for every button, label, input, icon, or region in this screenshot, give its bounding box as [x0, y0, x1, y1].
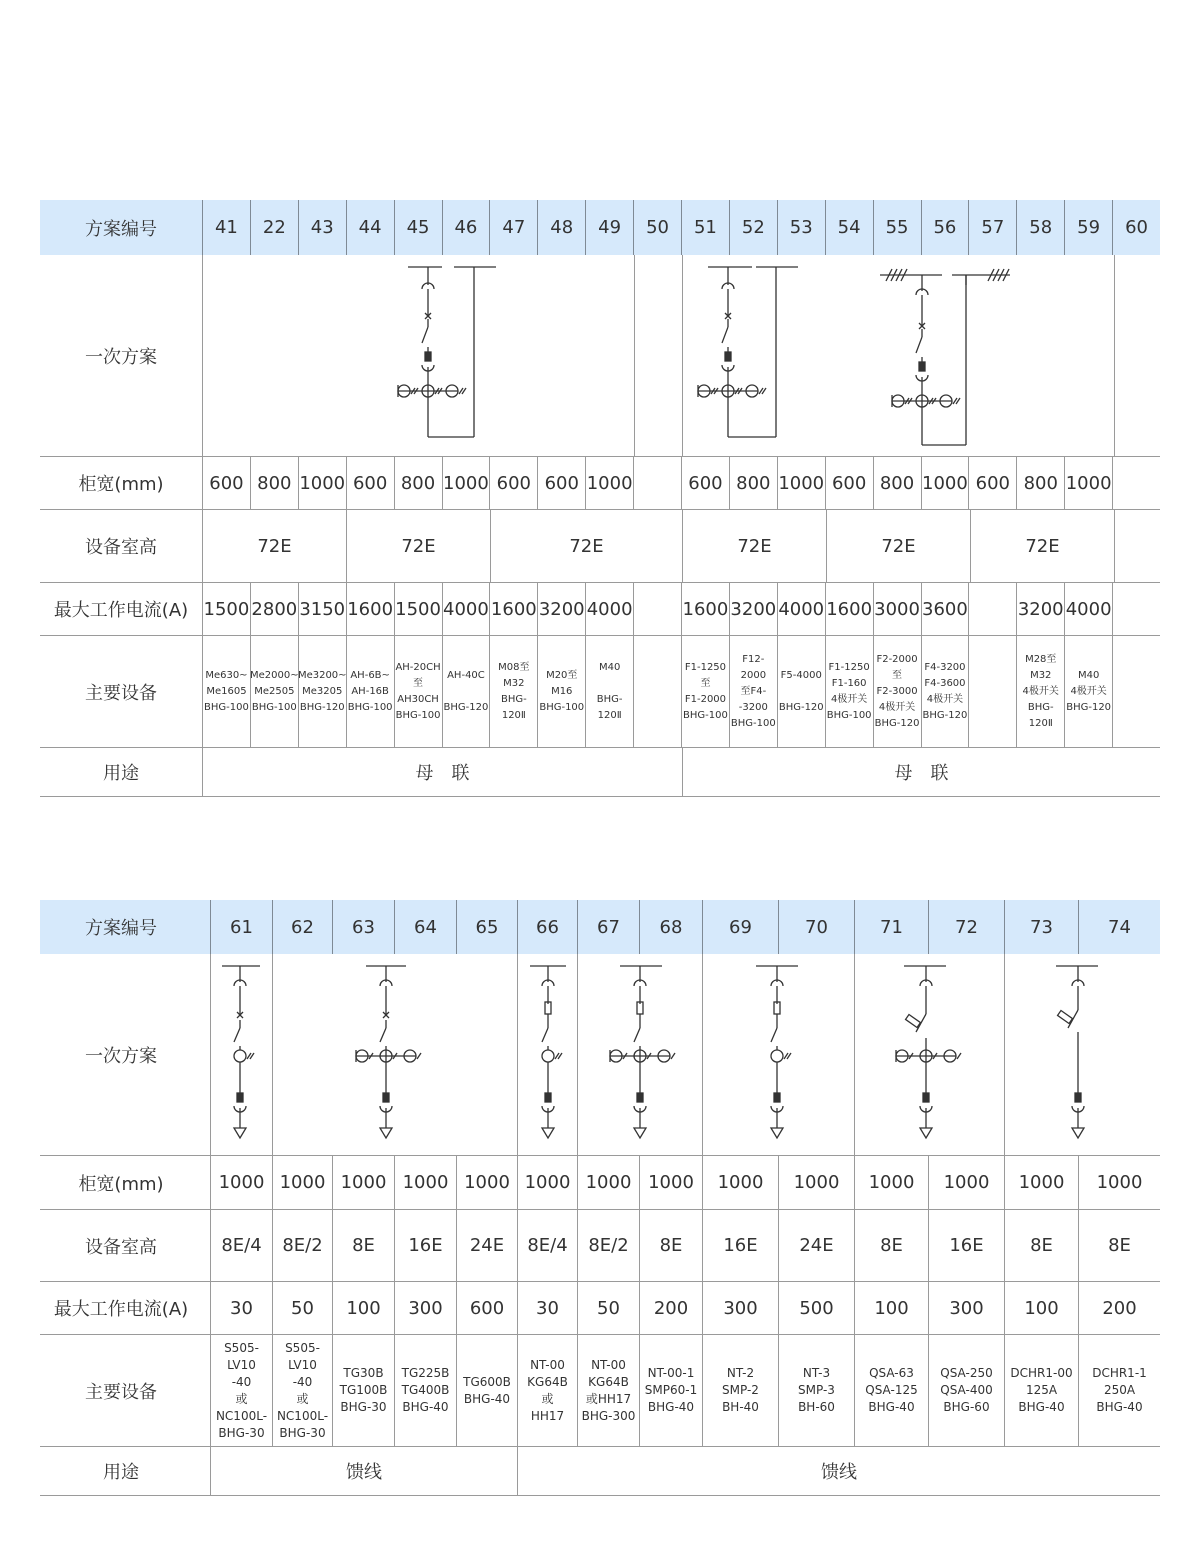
cabinet-width-cell: 1000: [585, 457, 633, 509]
max-current-cell: 3200: [537, 583, 585, 635]
scheme-number-cell: 50: [633, 200, 681, 255]
diagram-group-50: [634, 255, 682, 456]
equipment-cell: AH-40C BHG-120: [442, 636, 490, 747]
room-height-cell: 72E: [202, 510, 346, 582]
room-height-cell: 16E: [928, 1210, 1004, 1281]
equipment-cell: [633, 636, 681, 747]
max-current-cell: 50: [272, 1282, 332, 1334]
max-current-cell: 500: [778, 1282, 854, 1334]
equipment-cell: M40 4极开关 BHG-120: [1064, 636, 1112, 747]
cabinet-width-cell: 600: [489, 457, 537, 509]
room-height-cell: 16E: [394, 1210, 456, 1281]
max-current-cell: 30: [517, 1282, 577, 1334]
cabinet-width-cell: 1000: [921, 457, 969, 509]
bus-coupler-diagram-2: [682, 255, 1114, 457]
room-height-cell: 8E/2: [577, 1210, 639, 1281]
scheme-number-cell: 54: [825, 200, 873, 255]
equipment-cell: M20至 M16 BHG-100: [537, 636, 585, 747]
equipment-cell: Me630~ Me1605 BHG-100: [202, 636, 250, 747]
scheme-number-cell: 49: [585, 200, 633, 255]
equipment-cell: QSA-63 QSA-125 BHG-40: [854, 1335, 928, 1446]
usage-cell: 馈线: [210, 1447, 517, 1495]
room-height-label: 设备室高: [85, 1236, 157, 1258]
main-equipment-row: [40, 1335, 1160, 1447]
cabinet-width-cell: 800: [394, 457, 442, 509]
room-height-cell: 8E/2: [272, 1210, 332, 1281]
scheme-number-cell: 62: [272, 900, 332, 954]
max-current-cell: 30: [210, 1282, 272, 1334]
room-height-cell: 8E: [332, 1210, 394, 1281]
cabinet-width-cell: 1000: [1004, 1156, 1078, 1209]
scheme-number-cell: 48: [537, 200, 585, 255]
scheme-number-cell: 68: [639, 900, 702, 954]
scheme-number-label: 方案编号: [85, 218, 157, 240]
cabinet-width-cell: 600: [202, 457, 250, 509]
equipment-cell: F2-2000至 F2-3000 4极开关 BHG-120: [873, 636, 921, 747]
bus-coupler-diagram-1: [202, 255, 634, 457]
cabinet-width-cell: 800: [1016, 457, 1064, 509]
room-height-cell: 16E: [702, 1210, 778, 1281]
equipment-cell: TG225B TG400B BHG-40: [394, 1335, 456, 1446]
max-current-row: [40, 1282, 1160, 1335]
equipment-cell: [968, 636, 1016, 747]
cabinet-width-cell: 1000: [702, 1156, 778, 1209]
max-current-cell: 1600: [681, 583, 729, 635]
max-current-cell: [1112, 583, 1160, 635]
max-current-cell: 1500: [394, 583, 442, 635]
max-current-cell: 4000: [777, 583, 825, 635]
max-current-cell: 4000: [585, 583, 633, 635]
room-height-cell: 8E/4: [210, 1210, 272, 1281]
max-current-cell: 200: [1078, 1282, 1160, 1334]
max-current-cell: [968, 583, 1016, 635]
scheme-number-cell: 53: [777, 200, 825, 255]
scheme-number-cell: 55: [873, 200, 921, 255]
scheme-number-cell: 60: [1112, 200, 1160, 255]
max-current-cell: 3200: [1016, 583, 1064, 635]
equipment-cell: F4-3200 F4-3600 4极开关 BHG-120: [921, 636, 969, 747]
cabinet-width-cell: 1000: [577, 1156, 639, 1209]
room-height-cell: 8E/4: [517, 1210, 577, 1281]
scheme-number-cell: 73: [1004, 900, 1078, 954]
cabinet-width-cell: [633, 457, 681, 509]
scheme-number-row: [40, 200, 1160, 255]
usage-row: [40, 748, 1160, 797]
max-current-cell: 50: [577, 1282, 639, 1334]
cabinet-width-cell: 1000: [854, 1156, 928, 1209]
cabinet-width-cell: 1000: [778, 1156, 854, 1209]
scheme-number-cell: 70: [778, 900, 854, 954]
max-current-cell: 1600: [489, 583, 537, 635]
scheme-number-cell: 69: [702, 900, 778, 954]
equipment-cell: AH-20CH至 AH30CH BHG-100: [394, 636, 442, 747]
scheme-number-cell: 52: [729, 200, 777, 255]
max-current-cell: 100: [854, 1282, 928, 1334]
cabinet-width-cell: 600: [346, 457, 394, 509]
max-current-cell: 4000: [442, 583, 490, 635]
scheme-number-cell: 64: [394, 900, 456, 954]
cabinet-width-cell: 800: [729, 457, 777, 509]
scheme-number-cell: 51: [681, 200, 729, 255]
equipment-cell: M08至 M32 BHG-120Ⅱ: [489, 636, 537, 747]
cabinet-width-cell: 1000: [1078, 1156, 1160, 1209]
main-equipment-label: 主要设备: [85, 1381, 157, 1403]
cabinet-width-cell: 600: [825, 457, 873, 509]
max-current-row: [40, 583, 1160, 636]
room-height-cell: 72E: [682, 510, 826, 582]
room-height-cell: 24E: [456, 1210, 517, 1281]
equipment-cell: QSA-250 QSA-400 BHG-60: [928, 1335, 1004, 1446]
room-height-cell: 72E: [826, 510, 970, 582]
room-height-cell: 8E: [639, 1210, 702, 1281]
equipment-cell: M40 BHG-120Ⅱ: [585, 636, 633, 747]
equipment-cell: NT-00 KG64B 或 HH17: [517, 1335, 577, 1446]
cabinet-width-cell: 1000: [639, 1156, 702, 1209]
equipment-cell: TG30B TG100B BHG-30: [332, 1335, 394, 1446]
usage-row: [40, 1447, 1160, 1496]
cabinet-width-cell: 1000: [442, 457, 490, 509]
max-current-cell: 1600: [346, 583, 394, 635]
room-height-cell: [1114, 510, 1160, 582]
equipment-cell: DCHR1-00 125A BHG-40: [1004, 1335, 1078, 1446]
scheme-number-cell: 59: [1064, 200, 1112, 255]
equipment-cell: DCHR1-1 250A BHG-40: [1078, 1335, 1160, 1446]
equipment-cell: Me2000~ Me2505 BHG-100: [250, 636, 298, 747]
max-current-cell: 2800: [250, 583, 298, 635]
equipment-cell: [1112, 636, 1160, 747]
scheme-number-cell: 43: [298, 200, 346, 255]
max-current-cell: 100: [332, 1282, 394, 1334]
max-current-cell: 200: [639, 1282, 702, 1334]
scheme-number-cell: 45: [394, 200, 442, 255]
equipment-cell: NT-3 SMP-3 BH-60: [778, 1335, 854, 1446]
equipment-cell: M28至 M32 4极开关 BHG-120Ⅱ: [1016, 636, 1064, 747]
room-height-cell: 72E: [970, 510, 1114, 582]
equipment-cell: F5-4000 BHG-120: [777, 636, 825, 747]
cabinet-width-cell: 600: [968, 457, 1016, 509]
scheme-number-cell: 47: [489, 200, 537, 255]
max-current-cell: 100: [1004, 1282, 1078, 1334]
cabinet-width-row: [40, 457, 1160, 510]
equipment-cell: S505-LV10 -40 或NC100L- BHG-30: [272, 1335, 332, 1446]
main-equipment-label: 主要设备: [85, 682, 157, 704]
cabinet-width-cell: 1000: [456, 1156, 517, 1209]
room-height-cell: 8E: [854, 1210, 928, 1281]
equipment-cell: F1-1250至 F1-2000 BHG-100: [681, 636, 729, 747]
usage-cell: 馈线: [517, 1447, 1160, 1495]
max-current-cell: 3600: [921, 583, 969, 635]
main-equipment-row: [40, 636, 1160, 748]
scheme-number-cell: 63: [332, 900, 394, 954]
equipment-cell: NT-00-1 SMP60-1 BHG-40: [639, 1335, 702, 1446]
scheme-number-cell: 67: [577, 900, 639, 954]
equipment-cell: Me3200~ Me3205 BHG-120: [298, 636, 346, 747]
cabinet-width-cell: 1000: [332, 1156, 394, 1209]
cabinet-width-cell: 1000: [394, 1156, 456, 1209]
scheme-number-label: 方案编号: [85, 918, 157, 939]
room-height-cell: 72E: [490, 510, 682, 582]
cabinet-width-cell: 1000: [298, 457, 346, 509]
max-current-label: 最大工作电流(A): [53, 600, 189, 621]
scheme-number-cell: 22: [250, 200, 298, 255]
cabinet-width-cell: [1112, 457, 1160, 509]
max-current-cell: 3000: [873, 583, 921, 635]
max-current-cell: 1600: [825, 583, 873, 635]
equipment-cell: F1-1250 F1-160 4极开关 BHG-100: [825, 636, 873, 747]
max-current-cell: 3200: [729, 583, 777, 635]
cabinet-width-row: [40, 1156, 1160, 1210]
scheme-number-cell: 66: [517, 900, 577, 954]
scheme-number-row: [40, 900, 1160, 954]
equipment-cell: F12-2000 至F4--3200 BHG-100: [729, 636, 777, 747]
max-current-cell: 300: [702, 1282, 778, 1334]
room-height-cell: 24E: [778, 1210, 854, 1281]
max-current-cell: 300: [394, 1282, 456, 1334]
cabinet-width-cell: 600: [681, 457, 729, 509]
usage-label: 用途: [103, 1462, 139, 1483]
scheme-number-cell: 72: [928, 900, 1004, 954]
equipment-cell: NT-00 KG64B 或HH17 BHG-300: [577, 1335, 639, 1446]
max-current-cell: 600: [456, 1282, 517, 1334]
scheme-number-cell: 74: [1078, 900, 1160, 954]
max-current-cell: 1500: [202, 583, 250, 635]
max-current-label: 最大工作电流(A): [53, 1299, 189, 1320]
primary-scheme-label: 一次方案: [85, 346, 157, 368]
scheme-number-cell: 41: [202, 200, 250, 255]
equipment-cell: TG600B BHG-40: [456, 1335, 517, 1446]
max-current-cell: 4000: [1064, 583, 1112, 635]
scheme-number-cell: 46: [442, 200, 490, 255]
cabinet-width-cell: 600: [537, 457, 585, 509]
room-height-cell: 8E: [1078, 1210, 1160, 1281]
scheme-number-cell: 71: [854, 900, 928, 954]
primary-scheme-row: [40, 255, 1160, 457]
scheme-number-cell: 57: [968, 200, 1016, 255]
room-height-cell: 72E: [346, 510, 490, 582]
usage-cell: 母 联: [682, 748, 1160, 796]
max-current-cell: 3150: [298, 583, 346, 635]
cabinet-width-cell: 1000: [517, 1156, 577, 1209]
feeder-diagrams: [40, 954, 1160, 1156]
cabinet-width-cell: 800: [250, 457, 298, 509]
primary-scheme-label: 一次方案: [85, 1045, 157, 1067]
scheme-number-cell: 44: [346, 200, 394, 255]
equipment-cell: NT-2 SMP-2 BH-40: [702, 1335, 778, 1446]
cabinet-width-cell: 1000: [272, 1156, 332, 1209]
room-height-row: [40, 510, 1160, 583]
cabinet-width-cell: 1000: [1064, 457, 1112, 509]
room-height-label: 设备室高: [85, 537, 157, 558]
cabinet-width-cell: 1000: [210, 1156, 272, 1209]
room-height-row: [40, 1210, 1160, 1282]
max-current-cell: 300: [928, 1282, 1004, 1334]
cabinet-width-cell: 1000: [777, 457, 825, 509]
max-current-cell: [633, 583, 681, 635]
cabinet-width-cell: 1000: [928, 1156, 1004, 1209]
scheme-number-cell: 61: [210, 900, 272, 954]
usage-label: 用途: [103, 763, 139, 784]
usage-cell: 母 联: [202, 748, 682, 796]
primary-scheme-row: [40, 954, 1160, 1156]
scheme-number-cell: 58: [1016, 200, 1064, 255]
equipment-cell: S505-LV10 -40 或NC100L- BHG-30: [210, 1335, 272, 1446]
scheme-number-cell: 56: [921, 200, 969, 255]
scheme-number-cell: 65: [456, 900, 517, 954]
diagram-group-60: [1114, 255, 1160, 456]
cabinet-width-cell: 800: [873, 457, 921, 509]
cabinet-width-label: 柜宽(mm): [78, 474, 164, 495]
cabinet-width-label: 柜宽(mm): [78, 1173, 164, 1195]
room-height-cell: 8E: [1004, 1210, 1078, 1281]
equipment-cell: AH-6B~ AH-16B BHG-100: [346, 636, 394, 747]
